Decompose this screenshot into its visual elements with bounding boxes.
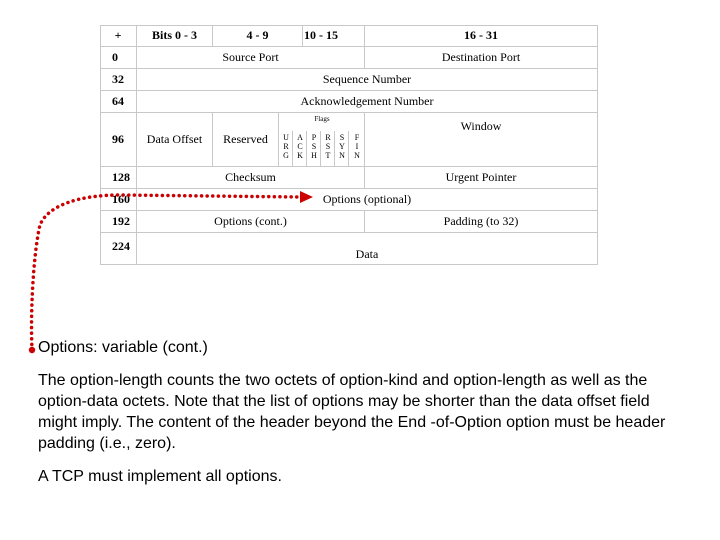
row-label-160: 160	[100, 189, 137, 211]
flag-letter: H	[311, 151, 317, 160]
flag-letter: N	[354, 151, 360, 160]
flag-letter: T	[325, 151, 331, 160]
reserved: Reserved	[213, 113, 279, 167]
flag-letter: R	[325, 133, 331, 142]
flag-letter: S	[339, 133, 345, 142]
row-label-64: 64	[100, 91, 137, 113]
sequence-number: Sequence Number	[137, 69, 598, 91]
row-label-32: 32	[100, 69, 137, 91]
flag-letter: Y	[339, 142, 345, 151]
flag-letter: C	[297, 142, 303, 151]
options-paragraph-2: A TCP must implement all options.	[38, 468, 282, 485]
flag-letter: R	[283, 142, 289, 151]
flag-letter: G	[283, 151, 289, 160]
flag-letter: S	[311, 142, 317, 151]
arrow-head-icon	[300, 191, 313, 203]
acknowledgement-number: Acknowledgement Number	[137, 91, 598, 113]
flag-letter: N	[339, 151, 345, 160]
row-label-96: 96	[100, 113, 137, 167]
flag-letter: S	[325, 142, 331, 151]
destination-port: Destination Port	[365, 47, 598, 69]
flags-title: Flags	[314, 115, 330, 123]
header-plus: +	[100, 25, 137, 47]
source-port: Source Port	[137, 47, 365, 69]
flag-letter: F	[354, 133, 360, 142]
flag-letter: U	[283, 133, 289, 142]
options-optional: Options (optional)	[137, 189, 598, 211]
data-offset: Data Offset	[137, 113, 213, 167]
header-bits-10-15: 10 - 15	[303, 25, 365, 47]
arrow-path	[32, 195, 300, 350]
data: Data	[137, 233, 598, 265]
flag-letter: I	[355, 142, 359, 151]
flag-letter: K	[297, 151, 303, 160]
header-bits-4-9: 4 - 9	[213, 25, 303, 47]
arrow-start-dot	[29, 347, 35, 353]
row-label-224: 224	[100, 233, 137, 265]
header-bits-16-31: 16 - 31	[365, 25, 598, 47]
options-cont: Options (cont.)	[137, 211, 365, 233]
flag-letter: A	[297, 133, 303, 142]
flag-letter: P	[311, 133, 317, 142]
row-label-192: 192	[100, 211, 137, 233]
padding: Padding (to 32)	[365, 211, 598, 233]
header-bits-0-3: Bits 0 - 3	[137, 25, 213, 47]
options-heading: Options: variable (cont.)	[38, 339, 208, 356]
options-paragraph: The option-length counts the two octets of option-kind and option-length as well as the option-data octets. Note that the list of options may be shorter than the data offset field might imply. The content of the header beyond the End -of-Option option must be header padding (i.e., zero).	[38, 372, 666, 452]
row-label-0: 0	[100, 47, 137, 69]
checksum: Checksum	[137, 167, 365, 189]
window: Window	[365, 113, 598, 167]
urgent-pointer: Urgent Pointer	[365, 167, 598, 189]
row-label-128: 128	[100, 167, 137, 189]
